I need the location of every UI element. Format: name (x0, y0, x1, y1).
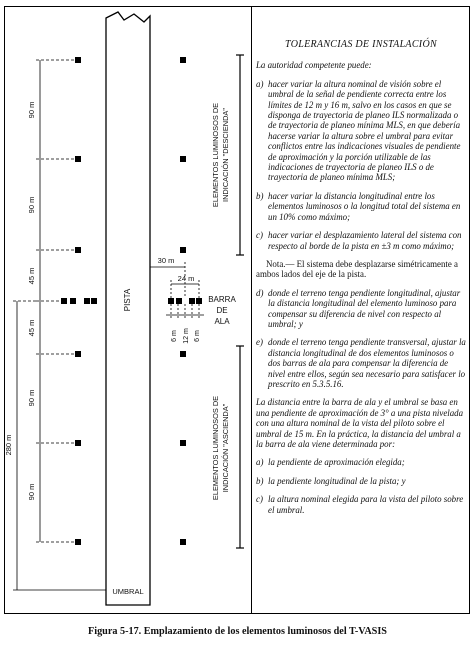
item-d: d) donde el terreno tenga pendiente longitudinal, ajustar la distancia longitudinal del elemento luminoso para compensar su diferencia de nivel con respecto al umbral; y (256, 287, 461, 329)
light-box (180, 440, 186, 446)
light-box (180, 156, 186, 162)
light-box (70, 298, 76, 304)
dim-12: 12 m (183, 328, 190, 344)
lower-bracket (236, 346, 244, 548)
wingbar-label-2: DE (216, 306, 228, 315)
dim-30: 30 m (157, 256, 175, 265)
list-item-a: a) la pendiente de aproximación elegida; (256, 457, 405, 468)
light-box (180, 351, 186, 357)
list-item-c: c) la altura nominal elegida para la vista del piloto sobre el umbral. (256, 494, 464, 515)
tolerances-text (256, 40, 466, 515)
light-box (75, 351, 81, 357)
wingbar-dimensions (150, 262, 204, 320)
threshold-label: UMBRAL (112, 587, 144, 596)
dim-24: 24 m (177, 274, 195, 283)
light-box (84, 298, 90, 304)
item-c: c) hacer variar el desplazamiento lateral del sistema con respecto al borde de la pista en ±3 m como máximo; (256, 230, 462, 251)
intro-text: La autoridad competente puede: (256, 60, 372, 71)
dim-upper-1: 90 m (27, 101, 36, 119)
light-box (176, 298, 182, 304)
light-box (180, 57, 186, 63)
runway-label: PISTA (123, 288, 132, 312)
dim-6a: 6 m (171, 330, 178, 342)
dim-lower-3: 90 m (27, 483, 36, 501)
upper-group-label-1: ELEMENTOS LUMINOSOS DE (211, 102, 220, 208)
wingbar-paragraph: La distancia entre la barra de ala y el umbral se basa en una pendiente de aproximación de 3° a una pista nivelada con una altura nominal de la vista del piloto sobre el umbral de 15 m. En la práctica, la distancia del umbral a la barra de ala viene determinada por: (256, 397, 464, 449)
wingbar-label-1: BARRA (208, 295, 236, 304)
right-lights (168, 57, 202, 545)
light-box (180, 247, 186, 253)
dim-total: 280 m (4, 434, 13, 456)
wingbar-label-3: ALA (214, 317, 230, 326)
light-box (168, 298, 174, 304)
light-box (75, 156, 81, 162)
dim-upper-3: 45 m (27, 267, 36, 285)
light-box (61, 298, 67, 304)
light-box (189, 298, 195, 304)
upper-bracket (236, 55, 244, 255)
item-b: b) hacer variar la distancia longitudinal entre los elementos luminosos o la longitud total del sistema en un 10% como máximo; (256, 190, 461, 222)
item-e: e) donde el terreno tenga pendiente transversal, ajustar la distancia longitudinal de dos elementos luminosos o dos barras de ala para compensar la diferencia de nivel entre ellos, según sea necesario para satisfacer lo prescrito en 5.3.5.16. (256, 337, 466, 389)
light-box (75, 539, 81, 545)
figure-caption: Figura 5-17. Emplazamiento de los elementos luminosos del T-VASIS (88, 626, 387, 637)
light-box (196, 298, 202, 304)
dim-lower-2: 90 m (27, 389, 36, 407)
light-box (75, 440, 81, 446)
dim-6b: 6 m (194, 330, 201, 342)
left-lights (61, 57, 97, 545)
lower-group-label-2: INDICACIÓN "ASCIENDA" (221, 403, 230, 493)
dim-upper-2: 90 m (27, 196, 36, 214)
tolerances-heading: TOLERANCIAS DE INSTALACIÓN (285, 39, 437, 50)
item-a: a) hacer variar la altura nominal de visión sobre el umbral de la señal de pendiente correcta entre los límites de 12 m y 16 m, salvo en los casos en que se disponga de trayectoria de planeo ILS normalizada o de trayectoria de planeo mínima MLS, en que debería hacerse variar la altura sobre el umbral para evitar conflictos entre las indicaciones visuales de pendiente de aproximación y la porción utilizable de las indicaciones de trayectoria de planeo ILS o de trayectoria de planeo mínima MLS; (256, 78, 461, 183)
list-item-b: b) la pendiente longitudinal de la pista; y (256, 475, 406, 486)
upper-group-label-2: INDICACIÓN "DESCIENDA" (221, 108, 230, 202)
note-text: Nota.— El sistema debe desplazarse simétricamente a ambos lados del eje de la pista. (256, 258, 458, 280)
light-box (91, 298, 97, 304)
light-box (75, 247, 81, 253)
dim-lower-1: 45 m (27, 319, 36, 337)
lower-group-label-1: ELEMENTOS LUMINOSOS DE (211, 395, 220, 501)
light-box (75, 57, 81, 63)
light-box (180, 539, 186, 545)
